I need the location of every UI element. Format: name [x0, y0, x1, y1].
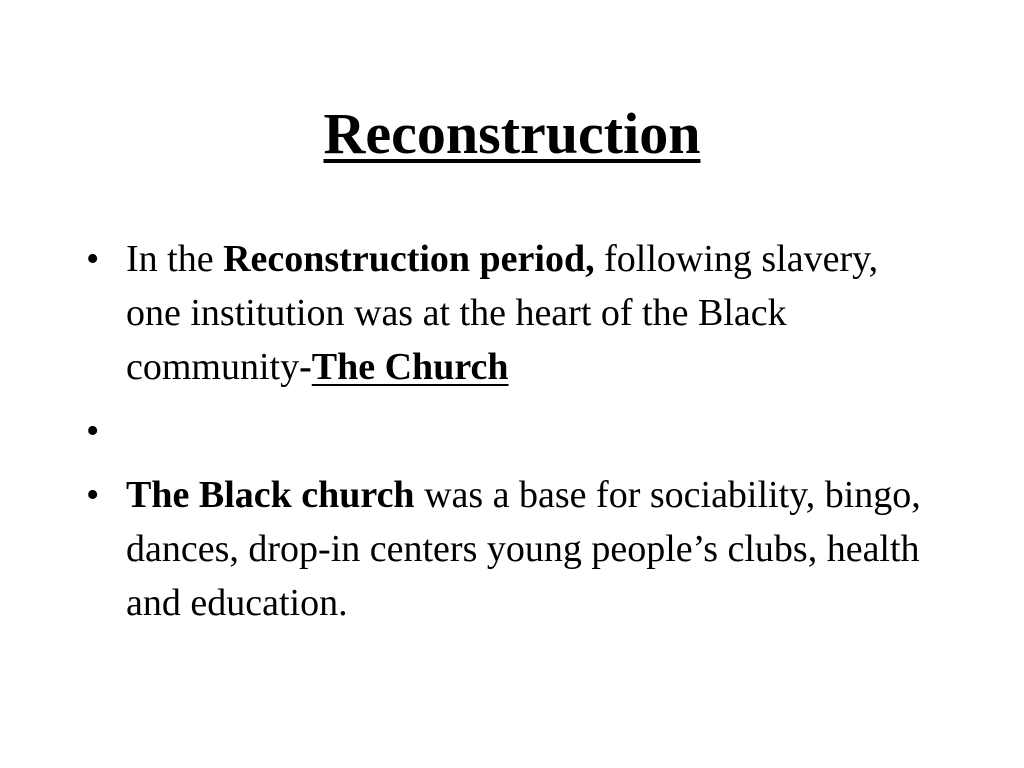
slide-title: [0, 98, 1024, 170]
bullet-item-3: [86, 468, 926, 630]
bullet-3-bold-term: The Black church: [126, 474, 415, 516]
bullet-3-text: was a base for sociability, bingo, dances, drop-in centers young people’s clubs, health and education.: [126, 474, 921, 624]
bullet-1-emphasis: The Church: [311, 346, 509, 388]
bullet-list: [86, 232, 926, 640]
bullet-dot-icon: •: [86, 474, 100, 516]
bullet-item-1: [86, 232, 926, 394]
bullet-1-bold-term: Reconstruction period,: [223, 238, 595, 280]
slide-title-text: Reconstruction: [323, 101, 701, 166]
bullet-item-2-empty: [86, 404, 926, 458]
bullet-1-dash: -: [299, 346, 312, 388]
bullet-1-text-b: following slavery, one institution was at the heart of the Black community: [126, 238, 879, 388]
bullet-dot-icon: •: [86, 238, 100, 280]
bullet-1-text-a: In the: [126, 238, 224, 280]
bullet-dot-icon: •: [86, 410, 100, 452]
